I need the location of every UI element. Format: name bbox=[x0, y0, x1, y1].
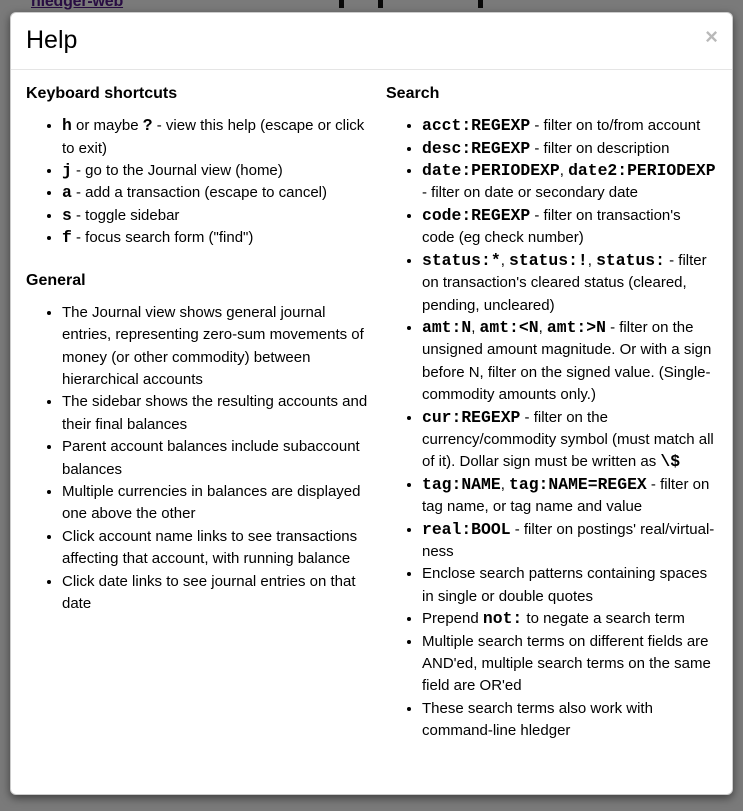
code-term: real:BOOL bbox=[422, 519, 511, 539]
section-heading: Search bbox=[386, 85, 440, 103]
code-term: code:REGEXP bbox=[422, 205, 531, 225]
list-item: • status:*, status:!, status: - filter on transaction's cleared status (cleared, pending, uncleared) bbox=[422, 250, 717, 317]
list-item: • amt:N, amt:<N, amt:>N - filter on the unsigned amount magnitude. Or with a sign before N, filter on the signed value. (Single-commodity amounts only.) bbox=[422, 317, 717, 407]
list-item: • These search terms also work with command-line hledger bbox=[422, 698, 717, 743]
help-section bbox=[26, 83, 374, 249]
code-term: a bbox=[62, 183, 72, 203]
list-item: • The Journal view shows general journal entries, representing zero-sum movements of money (or other commodity) between hierarchical accounts bbox=[62, 302, 374, 392]
code-term: status: bbox=[596, 250, 665, 270]
code-term: s bbox=[62, 205, 72, 225]
list-item: • tag:NAME, tag:NAME=REGEX - filter on tag name, or tag name and value bbox=[422, 474, 717, 519]
code-term: amt:>N bbox=[546, 317, 606, 337]
code-term: tag:NAME bbox=[422, 474, 501, 494]
code-term: cur:REGEXP bbox=[422, 407, 521, 427]
list-item: • Multiple search terms on different fields are AND'ed, multiple search terms on the same field are OR'ed bbox=[422, 631, 717, 698]
code-term: j bbox=[62, 161, 72, 181]
list-item: • h or maybe ? - view this help (escape or click to exit) bbox=[62, 115, 374, 160]
close-icon[interactable]: × bbox=[705, 24, 718, 49]
list-item: • f - focus search form ("find") bbox=[62, 227, 374, 249]
help-list bbox=[26, 302, 374, 616]
list-item: • cur:REGEXP - filter on the currency/commodity symbol (must match all of it). Dollar sign must be written as \$ bbox=[422, 407, 717, 474]
code-term: h bbox=[62, 116, 72, 136]
code-term: \$ bbox=[660, 452, 681, 472]
list-item: • s - toggle sidebar bbox=[62, 205, 374, 227]
code-term: not: bbox=[482, 609, 523, 629]
list-item: • Multiple currencies in balances are displayed one above the other bbox=[62, 481, 374, 526]
list-item: • The sidebar shows the resulting accounts and their final balances bbox=[62, 391, 374, 436]
help-section bbox=[26, 270, 374, 616]
code-term: amt:N bbox=[422, 317, 472, 337]
section-heading: Keyboard shortcuts bbox=[26, 85, 178, 103]
section-heading: General bbox=[26, 271, 86, 289]
help-list bbox=[386, 115, 717, 742]
list-item: • acct:REGEXP - filter on to/from account bbox=[422, 115, 717, 137]
help-section bbox=[386, 83, 717, 742]
code-term: status:! bbox=[509, 250, 588, 270]
help-list bbox=[26, 115, 374, 249]
code-term: amt:<N bbox=[479, 317, 539, 337]
list-item: • Click date links to see journal entries on that date bbox=[62, 571, 374, 616]
code-term: date:PERIODEXP bbox=[422, 161, 560, 181]
code-term: tag:NAME=REGEX bbox=[509, 474, 647, 494]
code-term: acct:REGEXP bbox=[422, 116, 531, 136]
code-term: ? bbox=[142, 116, 153, 136]
code-term: date2:PERIODEXP bbox=[568, 161, 716, 181]
help-column-left bbox=[26, 83, 374, 752]
code-term: desc:REGEXP bbox=[422, 138, 531, 158]
list-item: • code:REGEXP - filter on transaction's code (eg check number) bbox=[422, 205, 717, 250]
list-item: • date:PERIODEXP, date2:PERIODEXP - filter on date or secondary date bbox=[422, 160, 717, 205]
code-term: status:* bbox=[422, 250, 501, 270]
list-item: • j - go to the Journal view (home) bbox=[62, 160, 374, 182]
help-modal bbox=[10, 12, 733, 795]
modal-header bbox=[11, 13, 732, 70]
modal-body bbox=[11, 70, 732, 767]
code-term: f bbox=[62, 228, 72, 248]
help-column-right bbox=[386, 83, 717, 752]
list-item: • a - add a transaction (escape to cancel) bbox=[62, 182, 374, 204]
list-item: • desc:REGEXP - filter on description bbox=[422, 138, 717, 160]
list-item: • real:BOOL - filter on postings' real/virtual-ness bbox=[422, 519, 717, 564]
list-item: • Enclose search patterns containing spaces in single or double quotes bbox=[422, 563, 717, 608]
list-item: • Parent account balances include subaccount balances bbox=[62, 436, 374, 481]
list-item: • Prepend not: to negate a search term bbox=[422, 608, 717, 630]
modal-title: Help bbox=[26, 26, 78, 54]
list-item: • Click account name links to see transactions affecting that account, with running balance bbox=[62, 526, 374, 571]
